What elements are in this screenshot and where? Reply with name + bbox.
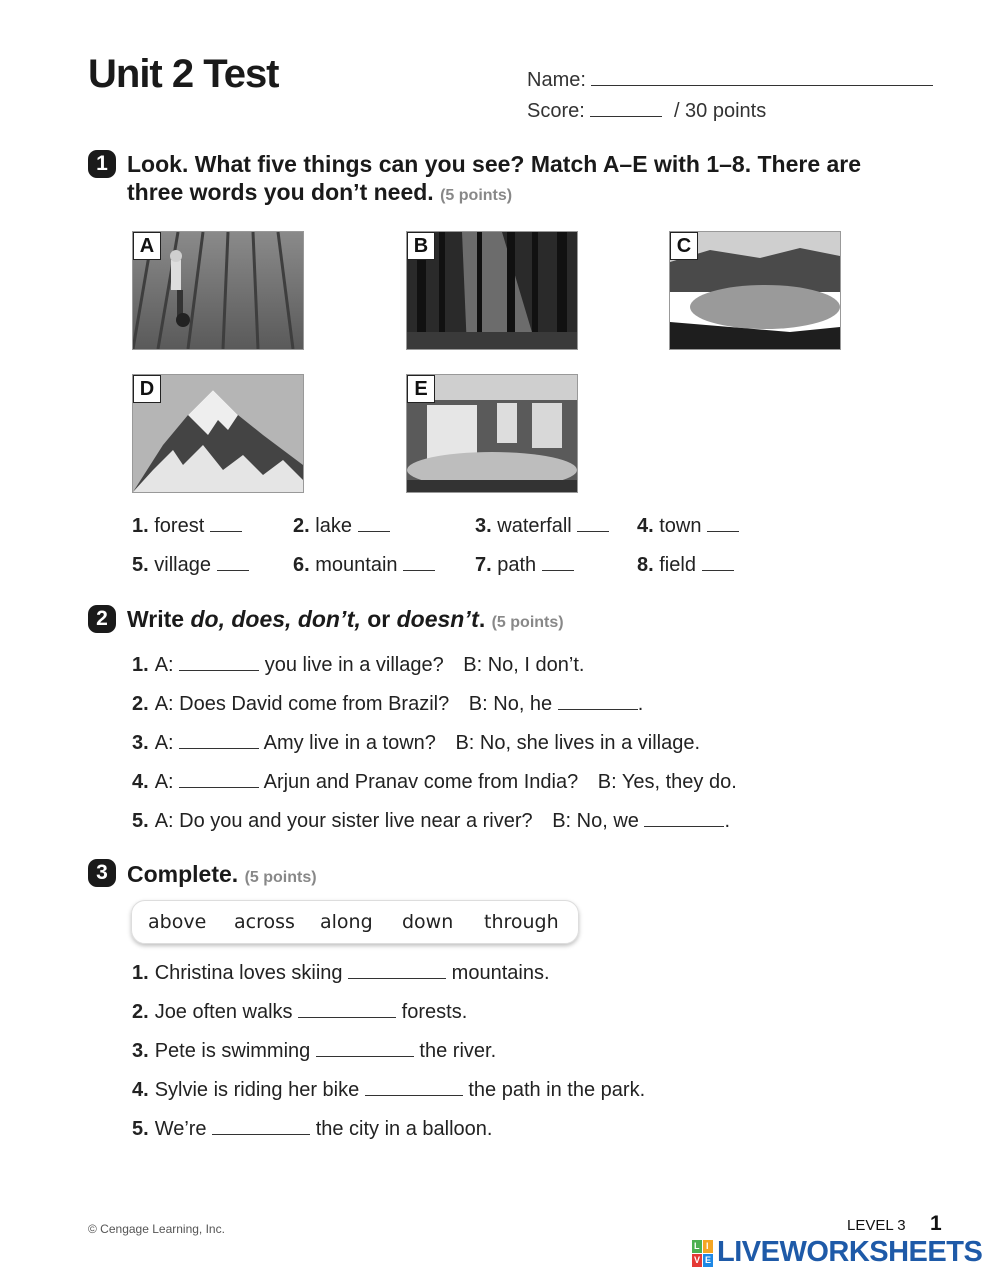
word-item: 8. field <box>637 554 734 577</box>
score-field[interactable] <box>590 116 662 117</box>
word-bank-item: along <box>320 911 373 933</box>
copyright: © Cengage Learning, Inc. <box>88 1222 225 1236</box>
word-bank <box>131 900 579 944</box>
photo-label-e: E <box>407 375 435 403</box>
exercise-2-item: 3. A: Amy live in a town? B: No, she lives in a village. <box>132 732 701 754</box>
page-title: Unit 2 Test <box>88 52 279 96</box>
word-item: 7. path <box>475 554 574 577</box>
section-1-instruction-line2: three words you don’t need. <box>127 179 434 205</box>
exercise-3-item: 4. Sylvie is riding her bike the path in the park. <box>132 1079 646 1101</box>
photo-label-d: D <box>133 375 161 403</box>
photo-label-c: C <box>670 232 698 260</box>
photo-label-a: A <box>133 232 161 260</box>
section-3-heading: Complete. (5 points) <box>127 861 317 887</box>
answer-blank[interactable] <box>702 570 734 571</box>
answer-blank[interactable] <box>179 787 259 788</box>
liveworksheets-logo-letters: L I V E <box>694 1241 712 1265</box>
answer-blank[interactable] <box>348 978 446 979</box>
answer-blank[interactable] <box>365 1095 463 1096</box>
exercise-2-item: 1. A: you live in a village? B: No, I don’t. <box>132 654 585 676</box>
answer-blank[interactable] <box>212 1134 310 1135</box>
exercise-3-item: 3. Pete is swimming the river. <box>132 1040 497 1062</box>
section-1-heading <box>127 150 861 210</box>
word-item: 3. waterfall <box>475 515 609 538</box>
page-number: 1 <box>930 1212 942 1235</box>
section-1-instruction-line1: Look. What five things can you see? Match A–E with 1–8. There are <box>127 151 862 177</box>
section-2-number: 2 <box>88 605 116 633</box>
answer-blank[interactable] <box>542 570 574 571</box>
exercise-2-item: 2. A: Does David come from Brazil? B: No, he . <box>132 693 644 715</box>
liveworksheets-brand[interactable]: LIVEWORKSHEETS <box>717 1236 983 1268</box>
word-bank-item: through <box>484 911 559 933</box>
answer-blank[interactable] <box>403 570 435 571</box>
answer-blank[interactable] <box>558 709 638 710</box>
section-1-number: 1 <box>88 150 116 178</box>
word-item: 6. mountain <box>293 554 435 577</box>
section-3-points: (5 points) <box>244 869 317 886</box>
answer-blank[interactable] <box>217 570 249 571</box>
name-row <box>527 69 933 92</box>
score-total: / 30 points <box>673 100 767 122</box>
word-bank-item: above <box>148 911 207 933</box>
answer-blank[interactable] <box>644 826 724 827</box>
section-2-points: (5 points) <box>491 614 564 631</box>
exercise-3-item: 5. We’re the city in a balloon. <box>132 1118 493 1140</box>
section-2-heading: Write do, does, don’t, or doesn’t. (5 points) <box>127 606 564 632</box>
section-1-points: (5 points) <box>440 187 513 204</box>
photo-label-b: B <box>407 232 435 260</box>
word-bank-item: across <box>234 911 295 933</box>
word-item: 1. forest <box>132 515 242 538</box>
answer-blank[interactable] <box>358 531 390 532</box>
word-item: 4. town <box>637 515 739 538</box>
name-label: Name: <box>527 69 586 91</box>
answer-blank[interactable] <box>577 531 609 532</box>
answer-blank[interactable] <box>298 1017 396 1018</box>
answer-blank[interactable] <box>179 670 259 671</box>
answer-blank[interactable] <box>707 531 739 532</box>
exercise-2-item: 4. A: Arjun and Pranav come from India? B: Yes, they do. <box>132 771 737 793</box>
score-row <box>527 100 766 123</box>
level-label: LEVEL 3 <box>847 1217 906 1234</box>
answer-blank[interactable] <box>210 531 242 532</box>
name-field[interactable] <box>591 85 933 86</box>
answer-blank[interactable] <box>179 748 259 749</box>
word-bank-item: down <box>402 911 454 933</box>
score-label: Score: <box>527 100 585 122</box>
exercise-2-item: 5. A: Do you and your sister live near a river? B: No, we . <box>132 810 731 832</box>
exercise-3-item: 1. Christina loves skiing mountains. <box>132 962 550 984</box>
answer-blank[interactable] <box>316 1056 414 1057</box>
exercise-3-item: 2. Joe often walks forests. <box>132 1001 468 1023</box>
section-3-number: 3 <box>88 859 116 887</box>
word-item: 2. lake <box>293 515 390 538</box>
word-item: 5. village <box>132 554 249 577</box>
